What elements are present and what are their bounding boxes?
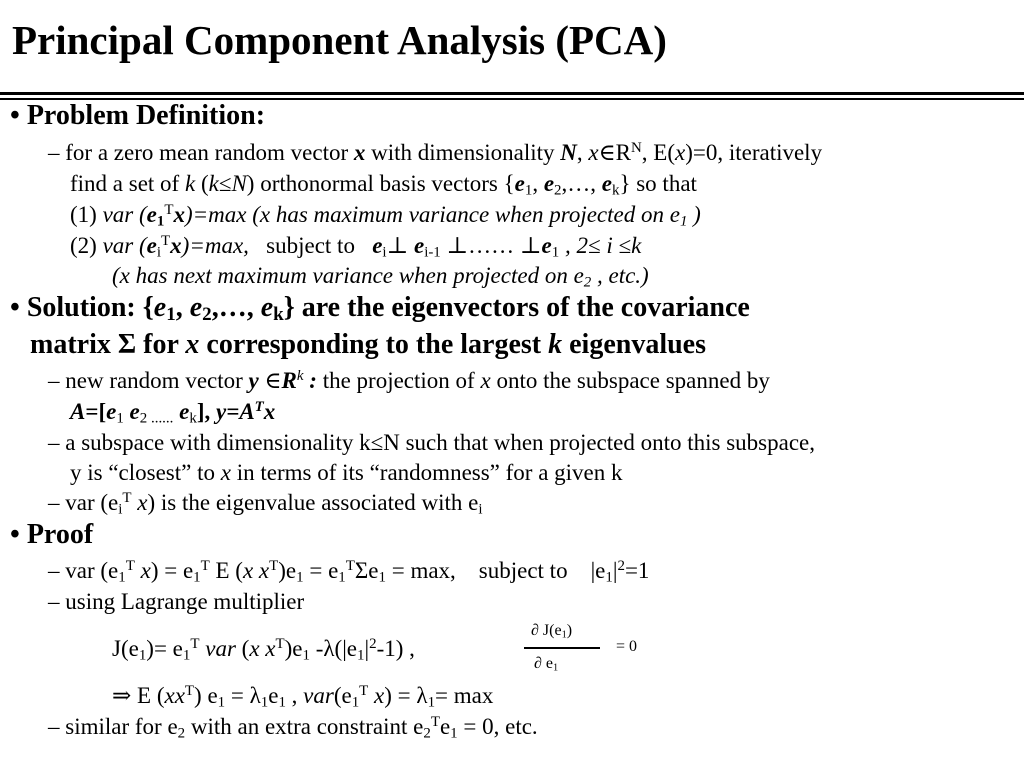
text: J(e (112, 636, 139, 662)
text: , (285, 683, 304, 709)
text: )e (278, 558, 297, 584)
vec-e: e (129, 399, 140, 425)
problem-line-5 (112, 263, 649, 291)
text: var (205, 636, 236, 662)
solution-sub-2 (48, 430, 815, 456)
text: e (439, 714, 451, 740)
text: } so that (619, 171, 697, 196)
var-k: k (548, 329, 563, 360)
slide-title: Principal Component Analysis (PCA) (12, 17, 667, 63)
proof-line-2 (48, 589, 304, 615)
problem-line-1 (48, 140, 822, 166)
text: ) = λ (384, 683, 428, 709)
text: ) (566, 622, 573, 639)
subscript: 1 (182, 647, 191, 664)
text: ) = e (150, 558, 194, 584)
subscript: 1 (553, 662, 559, 674)
text: = 0, etc. (457, 714, 538, 740)
text: = λ (225, 683, 261, 709)
text: for a zero mean random vector (65, 140, 354, 166)
text: ) orthonormal basis vectors { (246, 171, 515, 196)
subscript: i-1 (424, 244, 441, 261)
subscript: 2 (423, 725, 431, 742)
subscript: 1 (605, 569, 613, 586)
text: = e (303, 558, 339, 584)
vec-e: e (541, 233, 552, 259)
var-x: x (588, 140, 599, 166)
subscript: 1 (302, 647, 310, 664)
var-x: x (480, 368, 491, 394)
vec-y: y (248, 368, 259, 394)
vec-x: x (173, 202, 185, 228)
text: -1) , (376, 636, 415, 662)
var-x: x x (249, 636, 276, 662)
text: = (226, 399, 240, 425)
superscript: T (184, 683, 195, 699)
text: (e (333, 683, 352, 709)
superscript: k (296, 368, 304, 384)
subscript: 1 (138, 647, 147, 664)
subscript: 2 (177, 725, 186, 742)
subscript: 1 (524, 182, 533, 199)
subscript: 1 (156, 213, 165, 230)
proof-line-3 (48, 714, 538, 743)
text: )=max (x has maximum variance when projected on e (184, 202, 680, 228)
text: subject to (248, 233, 373, 259)
text: = max, subject to (385, 558, 591, 584)
vec-e: e (260, 292, 274, 323)
bullet: • (10, 292, 20, 323)
text: ∂ J(e (531, 622, 562, 639)
subscript: 1 (118, 569, 126, 586)
text: -λ(|e (309, 636, 358, 662)
var-N: N (560, 140, 577, 166)
superscript: T (275, 636, 285, 652)
subscript: k (611, 182, 620, 199)
text: y is “closest” to (70, 460, 221, 485)
vec-e: e (413, 233, 425, 259)
text: ], (196, 399, 216, 425)
vec-e: e (106, 399, 117, 425)
text: similar for e (65, 714, 178, 740)
subscript: 1 (296, 569, 304, 586)
proof-heading (10, 519, 93, 551)
subscript: 1 (679, 213, 688, 230)
text: matrix Σ for (30, 329, 186, 360)
subscript: 1 (193, 569, 201, 586)
superscript: T (430, 714, 440, 730)
text: ⇒ E ( (112, 683, 165, 709)
var-x: x (220, 460, 231, 485)
text: =[ (85, 399, 107, 425)
text: the projection of (316, 368, 481, 394)
fraction-numerator (531, 622, 572, 640)
fraction-denominator (534, 655, 558, 673)
text: } are the eigenvectors of the covariance (283, 292, 750, 323)
problem-line-4 (70, 233, 641, 262)
subscript: i (478, 501, 483, 518)
text: |e (590, 558, 606, 584)
text: var ( (102, 233, 147, 259)
superscript: T (359, 683, 369, 699)
text: var (303, 683, 334, 709)
solution-sub-2b (70, 460, 623, 486)
subscript: 1 (561, 629, 567, 641)
solution-sub-1b (70, 399, 275, 428)
subscript: k (273, 303, 284, 325)
superscript: 2 (617, 558, 625, 574)
proof-heading-text: Proof (26, 519, 94, 550)
var-k: k (184, 171, 196, 196)
text: , 2≤ i ≤k (559, 233, 642, 259)
vec-y: y (215, 399, 227, 425)
text: e (268, 683, 279, 709)
title-rule-thick (0, 92, 1024, 95)
text: | (364, 636, 370, 662)
subscript: 1 (357, 647, 365, 664)
vec-e: e (189, 292, 203, 323)
bullet: • (10, 100, 20, 131)
var-x: xx (164, 683, 185, 709)
text: Σe (354, 558, 379, 584)
var-N: N (231, 171, 247, 196)
vec-x: x (263, 399, 276, 425)
vec-e: e (514, 171, 525, 196)
text: = max (435, 683, 494, 709)
problem-line-2 (70, 171, 697, 199)
text: ∂ e (534, 655, 554, 672)
superscript: T (122, 490, 132, 506)
var-x: x (674, 140, 686, 166)
vec-e: e (179, 399, 190, 425)
text: ,…, (561, 171, 602, 196)
text: var ( (102, 202, 147, 228)
fraction-equals-zero: = 0 (616, 638, 638, 655)
vec-e: e (372, 233, 383, 259)
vec-e: e (153, 292, 167, 323)
subscript: 1 (450, 725, 458, 742)
text: onto the subspace spanned by (490, 368, 770, 394)
subscript: k (189, 410, 197, 427)
text: ⊥ (386, 233, 414, 259)
subscript: 1 (116, 410, 124, 427)
text: , etc.) (591, 263, 649, 288)
proof-line-1 (48, 558, 649, 587)
text: , (175, 292, 190, 323)
fraction-bar (524, 647, 600, 649)
subscript: 1 (166, 303, 176, 325)
var-R: R (281, 368, 297, 394)
subscript: 2 ...... (139, 410, 174, 427)
text: ∈R (598, 140, 631, 166)
text: ≤ (218, 171, 232, 196)
dash: – (48, 140, 60, 166)
var-x: x (353, 140, 366, 166)
subscript: 1 (351, 694, 360, 711)
dash: – (48, 490, 60, 516)
superscript: T (161, 233, 171, 249)
superscript: T (190, 636, 200, 652)
text: eigenvalues (562, 329, 706, 360)
text: new random vector (65, 368, 249, 394)
var-x: x (185, 329, 200, 360)
text: ,…, (211, 292, 261, 323)
text: E ( (209, 558, 243, 584)
subscript: 2 (583, 274, 592, 291)
text: find a set of (70, 171, 185, 196)
eigen-equation (112, 683, 493, 712)
vec-e: e (601, 171, 612, 196)
text: =1 (624, 558, 650, 584)
var-x: x (131, 490, 148, 516)
text: , (532, 171, 544, 196)
superscript: T (254, 399, 264, 415)
vec-e: e (543, 171, 555, 196)
problem-heading (10, 100, 265, 132)
superscript: T (125, 558, 135, 574)
dash: – (48, 714, 60, 740)
subscript: 1 (378, 569, 386, 586)
subscript: 2 (554, 182, 562, 199)
text: ) (687, 202, 701, 228)
text: var (e (65, 490, 119, 516)
text: )=0, iteratively (685, 140, 823, 166)
text: ( (195, 171, 209, 196)
var-x: x x (242, 558, 270, 584)
text: ) is the eigenvalue associated with e (147, 490, 479, 516)
subscript: 1 (217, 694, 226, 711)
dash: – (48, 589, 60, 614)
subscript: 2 (202, 303, 212, 325)
text: Solution: { (26, 292, 154, 323)
text: )=max, (181, 233, 249, 259)
solution-line-1 (10, 292, 750, 326)
var-k: k (208, 171, 219, 196)
text: var (e (65, 558, 119, 584)
text: ∈ (258, 368, 282, 394)
solution-sub-1 (48, 368, 770, 394)
problem-line-3 (70, 202, 701, 231)
text: , E( (641, 140, 675, 166)
text: ( (235, 636, 250, 662)
vec-e: e (146, 233, 157, 259)
lagrangian-equation (112, 636, 415, 665)
subscript: 1 (551, 244, 560, 261)
text: in terms of its “randomness” for a given k (230, 460, 623, 485)
vec-x: x (170, 233, 182, 259)
solution-line-2 (30, 329, 706, 361)
subscript: 1 (278, 694, 286, 711)
text: corresponding to the largest (199, 329, 549, 360)
bullet: • (10, 519, 20, 550)
text: : (303, 368, 317, 394)
superscript: T (164, 202, 174, 218)
solution-sub-3 (48, 490, 482, 519)
superscript: T (269, 558, 279, 574)
subscript: 1 (427, 694, 436, 711)
subscript: i (382, 244, 387, 261)
var-x: x (134, 558, 151, 584)
text: with dimensionality (365, 140, 561, 166)
superscript: T (345, 558, 355, 574)
text: )e (284, 636, 303, 662)
problem-heading-text: Problem Definition: (26, 100, 266, 131)
text: (x has next maximum variance when projected on e (112, 263, 584, 288)
var-x: x (368, 683, 385, 709)
text: (2) (70, 233, 103, 259)
text: )= e (146, 636, 183, 662)
superscript: T (200, 558, 210, 574)
subscript: i (156, 244, 162, 261)
text: a subspace with dimensionality k≤N such that when projected onto this subspace, (65, 430, 815, 455)
subscript: 1 (338, 569, 346, 586)
text: (1) (70, 202, 103, 228)
superscript: N (630, 140, 642, 156)
text: with an extra constraint e (185, 714, 424, 740)
text: using Lagrange multiplier (65, 589, 305, 614)
mat-A: A (239, 399, 255, 425)
text: ) e (194, 683, 218, 709)
dash: – (48, 368, 60, 394)
dash: – (48, 558, 60, 584)
subscript: i (118, 501, 123, 518)
subscript: 1 (260, 694, 269, 711)
text: , (576, 140, 589, 166)
superscript: 2 (369, 636, 377, 652)
mat-A: A (70, 399, 86, 425)
text: | (612, 558, 618, 584)
text: ⊥…… ⊥ (440, 233, 542, 259)
dash: – (48, 430, 60, 455)
vec-e: e (146, 202, 157, 228)
